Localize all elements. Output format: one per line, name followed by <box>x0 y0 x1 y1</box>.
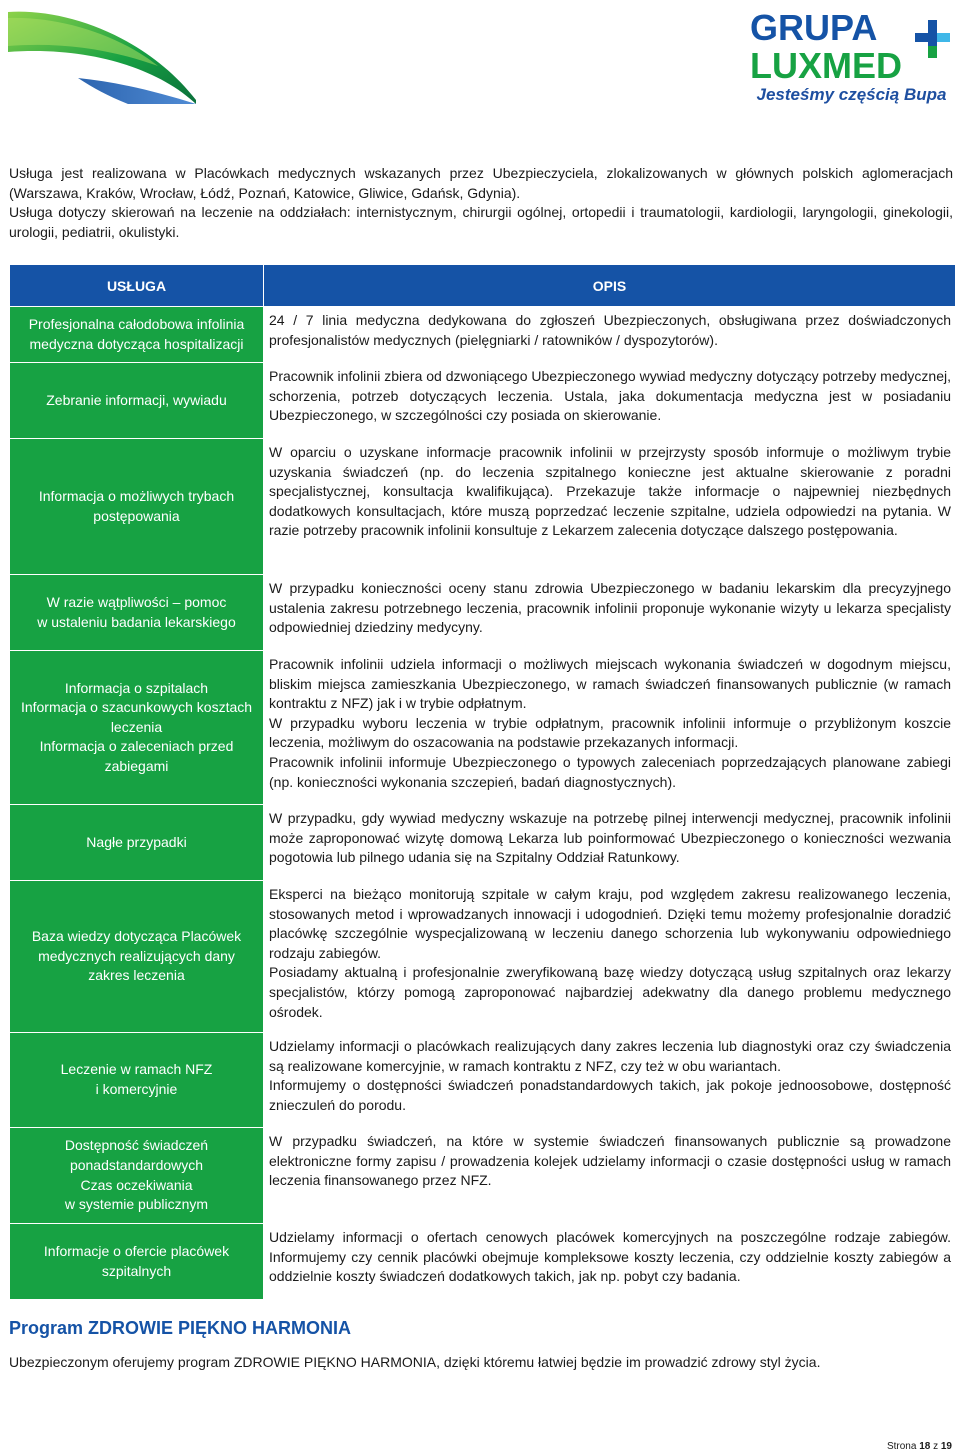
table-row <box>10 1128 956 1224</box>
service-description-paragraph: Pracownik infolinii zbiera od dzwoniącego Ubezpieczonego wywiad medyczny dotyczący potrzeby medycznej, schorzenia, potrzeb dotyczących leczenia. Ustala, jaka dokumentacja medyczna jest w posiadaniu Ubezpieczonego, w szczególności czy posiada on skierowanie. <box>269 368 951 424</box>
service-name-cell <box>10 1033 264 1128</box>
service-description-cell <box>264 805 956 881</box>
luxmed-logo <box>748 6 953 106</box>
service-description-paragraph: Pracownik infolinii udziela informacji o możliwych miejscach wykonania świadczeń w dogodnym miejscu, bliskim miejsca zamieszkania Ubezpieczonego, w ramach świadczeń finansowanych publicznie (w ramach kontraktu z NFZ) jak i w trybie odpłatnym. <box>269 656 951 712</box>
page-current: 18 <box>919 1441 931 1452</box>
column-header-description: OPIS <box>264 265 956 307</box>
service-name-cell <box>10 439 264 575</box>
page-number <box>887 1441 952 1452</box>
page-separator: z <box>933 1441 939 1452</box>
service-name-cell <box>10 881 264 1033</box>
service-description-paragraph: W przypadku konieczności oceny stanu zdrowia Ubezpieczonego w badaniu lekarskim dla precyzyjnego ustalenia zakresu potrzebnego leczenia, pracownik infolinii proponuje wykonanie wizyty u lekarza specjalisty odpowiedniej dziedziny medycyny. <box>269 580 951 636</box>
table-row <box>10 307 956 363</box>
service-name-line: Informacja o zaleceniach przed zabiegami <box>39 738 234 774</box>
service-name-cell <box>10 575 264 651</box>
luxmed-logo-wordmark <box>748 6 953 84</box>
service-name-line: i komercyjnie <box>95 1081 178 1097</box>
service-description-paragraph: W przypadku świadczeń, na które w systemie świadczeń finansowanych publicznie są prowadzone elektroniczne formy zapisu / prowadzenia kolejek udzielamy informacji o czasie dostępności usług w ramach leczenia finansowanego przez NFZ. <box>269 1133 951 1189</box>
service-description-paragraph: W przypadku wyboru leczenia w trybie odpłatnym, pracownik infolinii informuje o przybliżonym koszcie leczenia, możliwym do oszacowania na podstawie przekazanych informacji. <box>269 714 951 751</box>
table-header-row <box>10 265 956 307</box>
service-name-line: Zebranie informacji, wywiadu <box>46 391 227 408</box>
service-description-cell <box>264 651 956 805</box>
service-name-cell <box>10 805 264 881</box>
service-name-line: w ustaleniu badania lekarskiego <box>37 613 236 630</box>
service-description-cell <box>264 363 956 439</box>
intro-paragraph: Usługa dotyczy skierowań na leczenie na oddziałach: internistycznym, chirurgii ogólnej, ortopedii i traumatologii, kardiologii, laryngologii, ginekologii, urologii, pediatrii, okulistyki. <box>9 204 953 241</box>
service-name-line: Dostępność świadczeń <box>64 1137 209 1154</box>
table-row <box>10 575 956 651</box>
service-description-paragraph: W przypadku, gdy wywiad medyczny wskazuje na potrzebę pilnej interwencji medycznej, pracownik infolinii może zaproponować wizytę domową Lekarza lub poinformować Ubezpieczonego o konieczności wezwania pogotowia lub pilnego udania się na Szpitalny Oddział Ratunkowy. <box>269 810 951 866</box>
table-row <box>10 651 956 805</box>
program-text: Ubezpieczonym oferujemy program ZDROWIE PIĘKNO HARMONIA, dzięki któremu łatwiej będzie im prowadzić zdrowy styl życia. <box>9 1354 821 1370</box>
table-row <box>10 363 956 439</box>
service-name-cell <box>10 1128 264 1224</box>
service-name-line: postępowania <box>93 507 180 524</box>
service-description-paragraph: Udzielamy informacji o placówkach realizujących dany zakres leczenia lub diagnostyki oraz czy świadczenia są realizowane komercyjnie, w ramach kontraktu z NFZ, czy też w obu wariantach. <box>269 1038 951 1074</box>
service-description-paragraph: 24 / 7 linia medyczna dedykowana do zgłoszeń Ubezpieczonych, obsługiwana przez doświadczonych profesjonalistów medycznych (pielęgniarki / ratowników / dyspozytorów). <box>269 312 951 348</box>
service-description-paragraph: Posiadamy aktualną i profesjonalnie zweryfikowaną bazę wiedzy dotyczącą usług szpitalnych oraz lekarzy specjalistów, którzy pomogą zaproponować najbardziej adekwatny dla danego problemu medycznego ośrodek. <box>269 964 951 1020</box>
table-row <box>10 881 956 1033</box>
intro-paragraph: Usługa jest realizowana w Placówkach medycznych wskazanych przez Ubezpieczyciela, zlokalizowanych w głównych polskich aglomeracjach (Warszawa, Kraków, Wrocław, Łódź, Poznań, Katowice, Gliwice, Gdańsk, Gdynia). <box>9 165 953 201</box>
service-name-line: Czas oczekiwania <box>80 1176 193 1193</box>
table-row <box>10 439 956 575</box>
service-name-line: Informacja o szpitalach <box>64 679 209 696</box>
service-name-cell <box>10 307 264 363</box>
service-name-line: Baza wiedzy dotycząca Placówek medycznych realizujących dany zakres leczenia <box>31 928 242 984</box>
column-header-service: USŁUGA <box>10 265 264 307</box>
program-title: Program ZDROWIE PIĘKNO HARMONIA <box>9 1318 352 1338</box>
service-name-line: Informacja o szacunkowych kosztach leczenia <box>20 699 253 735</box>
service-name-line: Leczenie w ramach NFZ <box>60 1061 213 1078</box>
service-description-cell <box>264 881 956 1033</box>
service-name-cell <box>10 1224 264 1300</box>
services-table <box>9 264 956 1300</box>
service-name-line: W razie wątpliwości – pomoc <box>46 593 227 610</box>
service-description-cell <box>264 1033 956 1128</box>
service-description-paragraph: Eksperci na bieżąco monitorują szpitale w całym kraju, pod względem zakresu realizowanego leczenia, stosowanych metod i wprowadzanych innowacji i udogodnień. Dzięki temu możemy profesjonalnie doradzić placówkę szczególnie wyspecjalizowaną w leczeniu danego schorzenia lub wykonywaniu odpowiedniego rodzaju zabiegów. <box>269 886 951 961</box>
table-row <box>10 1033 956 1128</box>
service-name-line: ponadstandardowych <box>69 1156 204 1173</box>
header-swoosh-graphic <box>8 8 198 106</box>
service-description-paragraph: Udzielamy informacji o ofertach cenowych placówek komercyjnych na poszczególne rodzaje zabiegów. Informujemy czy cennik placówki obejmuje kompleksowe koszty leczenia, czy oddzielnie koszty zabiegów a oddzielnie koszty świadczeń dodatkowych takich, jak np. pobyt czy badania. <box>269 1229 951 1285</box>
page-total: 19 <box>940 1441 952 1452</box>
service-name-line: medyczna dotycząca hospitalizacji <box>29 335 244 352</box>
service-description-paragraph: Pracownik infolinii informuje Ubezpieczonego o typowych zaleceniach poprzedzających planowane zabiegi (np. konieczności wykonania szczepień, badań diagnostycznych). <box>269 753 951 790</box>
service-description-cell <box>264 307 956 363</box>
service-description-cell <box>264 1224 956 1300</box>
service-name-cell <box>10 363 264 439</box>
service-description-paragraph: W oparciu o uzyskane informacje pracownik infolinii w przejrzysty sposób informuje o możliwym trybie uzyskania świadczeń (np. do leczenia szpitalnego konieczne jest aktualne skierowanie z poradni specjalistycznej, konsultacja kwalifikująca). Przekazuje także informacje o najpewniej niezbędnych dodatkowych konsultacjach, które muszą poprzedzać leczenie szpitalne, udziela odpowiedzi na pytania. W razie potrzeby pracownik infolinii konsultuje z Lekarzem zalecenia dotyczące dalszego postępowania. <box>269 444 951 539</box>
table-body <box>10 307 956 1300</box>
logo-line1: GRUPA <box>750 7 878 48</box>
service-name-line: Informacje o ofercie placówek szpitalnych <box>43 1242 230 1279</box>
service-name-cell <box>10 651 264 805</box>
service-name-line: Nagłe przypadki <box>86 833 187 850</box>
intro-text <box>9 164 953 243</box>
table-row <box>10 1224 956 1300</box>
logo-tagline: Jesteśmy częścią Bupa <box>756 85 947 104</box>
service-description-cell <box>264 575 956 651</box>
service-description-cell <box>264 1128 956 1224</box>
service-description-cell <box>264 439 956 575</box>
logo-line2: LUXMED <box>750 45 902 84</box>
page-prefix: Strona <box>886 1441 917 1452</box>
table-row <box>10 805 956 881</box>
service-name-line: Profesjonalna całodobowa infolinia <box>28 315 245 332</box>
service-description-paragraph: Informujemy o dostępności świadczeń ponadstandardowych takich, jak pokoje jednoosobowe, dostępność znieczuleń do porodu. <box>269 1077 951 1113</box>
logo-cross-icon <box>915 20 950 58</box>
service-name-line: Informacja o możliwych trybach <box>38 487 235 504</box>
service-name-line: w systemie publicznym <box>64 1196 209 1213</box>
